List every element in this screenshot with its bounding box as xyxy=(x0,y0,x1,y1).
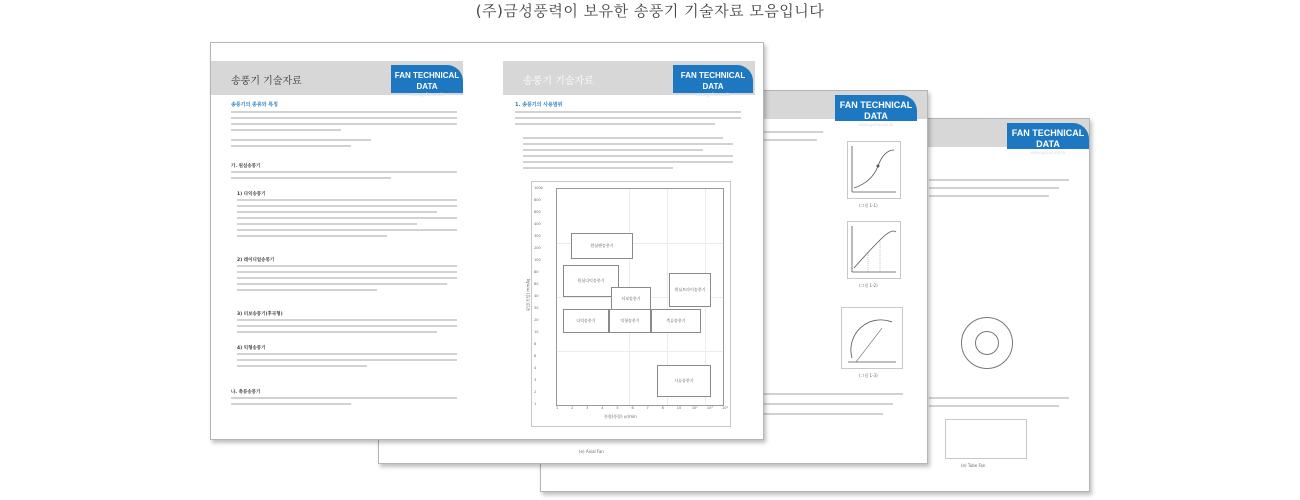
x-tick-label: 1 xyxy=(556,406,559,410)
y-tick-label: 1 xyxy=(534,402,537,406)
y-tick-label: 1000 xyxy=(534,186,543,190)
fig-label: (그림 1-3) xyxy=(859,373,878,378)
pressure-curve-figure xyxy=(847,141,901,199)
fan-technical-data-badge xyxy=(835,95,917,127)
x-tick-label: 2 xyxy=(571,406,574,410)
region-box: 원심트라이송풍기 xyxy=(669,273,711,307)
section-title: 1. 송풍기의 사용범위 xyxy=(515,102,563,108)
x-tick-label: 10³ xyxy=(706,406,713,410)
fan-hub-figure xyxy=(975,331,999,355)
badge-url: www.gsfan.co.kr xyxy=(1030,150,1066,155)
fan-technical-data-badge xyxy=(1007,123,1089,155)
x-tick-label: 10⁴ xyxy=(722,406,728,410)
region-box: 축류송풍기 xyxy=(651,309,701,333)
heading: 3) 터보송풍기(후곡형) xyxy=(237,312,283,317)
fig-label: (그림 1-2) xyxy=(859,283,878,288)
heading: 1) 다익송풍기 xyxy=(237,192,266,197)
y-tick-label: 40 xyxy=(534,294,539,298)
y-tick-label: 60 xyxy=(534,282,539,286)
curve-graphic xyxy=(842,308,902,368)
y-axis-label: 풍압(전압) mmAq xyxy=(525,278,531,312)
fig-label: (e) Tube Fan xyxy=(961,463,986,468)
badge-url: www.gsfan.co.kr xyxy=(409,92,445,97)
tube-fan-figure xyxy=(945,419,1027,459)
region-box: 원심다익송풍기 xyxy=(563,265,619,297)
document-sheet-spread xyxy=(210,42,764,440)
badge-title: FAN TECHNICAL DATA xyxy=(1011,128,1085,149)
plot-area xyxy=(556,188,724,406)
y-tick-label: 600 xyxy=(534,210,541,214)
badge-url: www.gsfan.co.kr xyxy=(858,122,894,127)
y-tick-label: 10 xyxy=(534,330,539,334)
y-tick-label: 20 xyxy=(534,318,539,322)
sheet-title: 송풍기 기술자료 xyxy=(523,76,594,87)
x-axis-label: 풍량(풍량) ㎥/min xyxy=(604,414,637,419)
fan-technical-data-badge xyxy=(391,65,463,97)
y-tick-label: 30 xyxy=(534,306,539,310)
x-tick-label: 4 xyxy=(601,406,604,410)
fan-technical-data-badge xyxy=(673,65,753,97)
fig-label: (e) Axial Fan xyxy=(579,449,604,454)
arc-curve-figure xyxy=(841,307,903,369)
badge-title: FAN TECHNICAL DATA xyxy=(680,71,746,91)
curve-graphic xyxy=(848,142,900,198)
curve-graphic xyxy=(848,222,900,278)
x-tick-label: 10 xyxy=(676,406,682,410)
badge-title: FAN TECHNICAL DATA xyxy=(839,100,913,121)
heading: 나. 축류송풍기 xyxy=(231,390,261,395)
fig-label: (그림 1-1) xyxy=(859,203,878,208)
x-tick-label: 3 xyxy=(586,406,589,410)
y-tick-label: 400 xyxy=(534,222,541,226)
x-tick-label: 8 xyxy=(661,406,664,410)
region-box: 사류송풍기 xyxy=(657,365,711,397)
x-tick-label: 6 xyxy=(631,406,634,410)
region-box: 다익송풍기 xyxy=(563,309,609,333)
page-caption: (주)금성풍력이 보유한 송풍기 기술자료 모음입니다 xyxy=(475,2,825,20)
flow-curve-figure xyxy=(847,221,901,279)
x-tick-label: 7 xyxy=(646,406,649,410)
y-tick-label: 2 xyxy=(534,390,537,394)
y-tick-label: 300 xyxy=(534,234,541,238)
y-tick-label: 100 xyxy=(534,258,541,262)
heading: 2) 레이디얼송풍기 xyxy=(237,258,275,263)
region-box: 익형송풍기 xyxy=(609,309,651,333)
usage-range-chart xyxy=(525,181,731,427)
y-tick-label: 3 xyxy=(534,378,537,382)
y-tick-label: 800 xyxy=(534,198,541,202)
region-box: 터보송풍기 xyxy=(611,287,651,311)
y-tick-label: 6 xyxy=(534,354,537,358)
region-box: 원심팬송풍기 xyxy=(571,233,633,259)
heading: 가. 원심송풍기 xyxy=(231,164,261,169)
badge-title: FAN TECHNICAL DATA xyxy=(394,71,460,91)
x-tick-label: 5 xyxy=(616,406,619,410)
x-tick-label: 10² xyxy=(691,406,698,410)
y-tick-label: 4 xyxy=(534,366,537,370)
y-tick-label: 8 xyxy=(534,342,537,346)
y-tick-label: 80 xyxy=(534,270,539,274)
badge-url: www.gsfan.co.kr xyxy=(695,92,731,97)
heading: 4) 익형송풍기 xyxy=(237,346,266,351)
sheet-title: 송풍기 기술자료 xyxy=(231,76,302,87)
section-title: 송풍기의 종류와 특징 xyxy=(231,102,278,108)
y-tick-label: 200 xyxy=(534,246,541,250)
